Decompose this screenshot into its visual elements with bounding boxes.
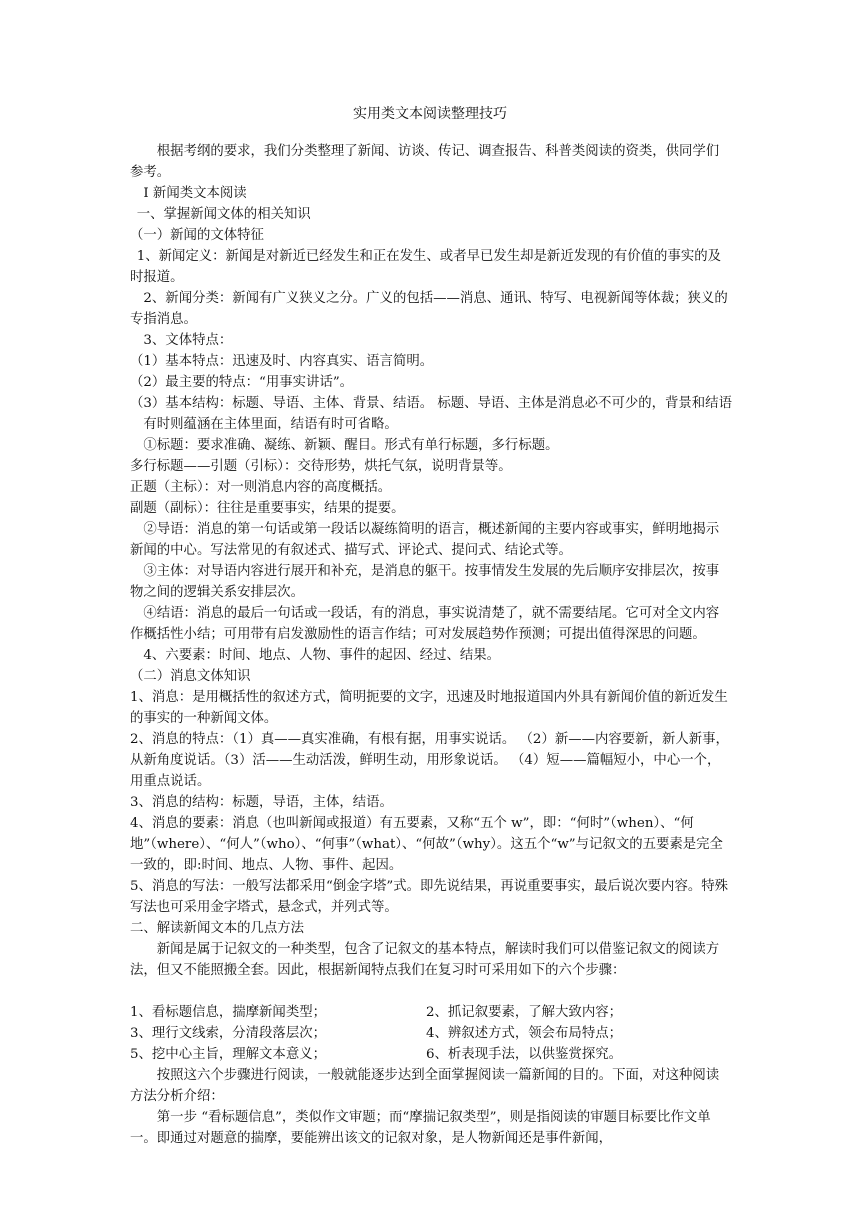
- paragraph: 2、新闻分类：新闻有广义狭义之分。广义的包括——消息、通讯、特写、电视新闻等体裁；狭义的专指消息。: [130, 291, 728, 327]
- document-body: [130, 141, 732, 1149]
- step-item: 3、理行文线索，分清段落层次；: [130, 1026, 326, 1041]
- paragraph: 4、六要素：时间、地点、人物、事件的起因、经过、结果。: [143, 648, 501, 663]
- step-item: 6、析表现手法，以供鉴赏探究。: [426, 1047, 622, 1062]
- section-heading: 一、掌握新闻文体的相关知识: [136, 207, 311, 222]
- step-item: 1、看标题信息，揣摩新闻类型；: [130, 1005, 326, 1020]
- paragraph: 3、文体特点：: [143, 333, 233, 348]
- section-heading: Ⅰ 新闻类文本阅读: [143, 186, 247, 201]
- intro-paragraph: 根据考纲的要求，我们分类整理了新闻、访谈、传记、调查报告、科普类阅读的资类，供同学们参考。: [130, 144, 720, 180]
- paragraph: （3）基本结构：标题、导语、主体、背景、结语。 标题、导语、主体是消息必不可少的，背景和结语有时则蕴涵在主体里面，结语有时可省略。: [130, 396, 732, 432]
- paragraph: 副题（副标）：往往是重要事实，结果的提要。: [130, 501, 405, 516]
- paragraph: 1、消息：是用概括性的叙述方式，简明扼要的文字，迅速及时地报道国内外具有新闻价值的新近发生的事实的一种新闻文体。: [130, 690, 728, 726]
- paragraph: 第一步 “看标题信息”，类似作文审题；而“摩揣记叙类型”，则是指阅读的审题目标要比作文单一。即通过对题意的揣摩，要能辨出该文的记叙对象，是人物新闻还是事件新闻，: [130, 1110, 711, 1146]
- paragraph: 按照这六个步骤进行阅读，一般就能逐步达到全面掌握阅读一篇新闻的目的。下面，对这种阅读方法分析介绍：: [130, 1068, 720, 1104]
- paragraph: （1）基本特点：迅速及时、内容真实、语言简明。: [130, 354, 434, 369]
- document-title: 实用类文本阅读整理技巧: [353, 106, 507, 122]
- step-item: 4、辨叙述方式，领会布局特点；: [426, 1026, 622, 1041]
- section-heading: 二、解读新闻文本的几点方法: [130, 921, 305, 936]
- paragraph: 新闻是属于记叙文的一种类型，包含了记叙文的基本特点，解读时我们可以借鉴记叙文的阅读方法，但又不能照搬全套。因此，根据新闻特点我们在复习时可采用如下的六个步骤：: [130, 942, 720, 978]
- step-item: 2、抓记叙要素，了解大致内容；: [426, 1005, 622, 1020]
- spacer: [130, 981, 732, 1002]
- paragraph: ①标题：要求准确、凝练、新颖、醒目。形式有单行标题，多行标题。: [143, 438, 559, 453]
- paragraph: 1、新闻定义：新闻是对新近已经发生和正在发生、或者早已发生却是新近发现的有价值的事实的及时报道。: [130, 249, 722, 285]
- paragraph: 正题（主标）：对一则消息内容的高度概括。: [130, 480, 392, 495]
- steps-list: [130, 1002, 732, 1065]
- paragraph: 2、消息的特点：（1）真——真实准确，有根有据，用事实说话。 （2）新——内容要新，新人新事，从新角度说话。（3）活——生动活泼，鲜明生动，用形象说话。 （4）短——篇幅短小，中心一个，用重点说话。: [130, 732, 729, 789]
- step-item: 5、挖中心主旨，理解文本意义；: [130, 1047, 326, 1062]
- paragraph: 多行标题——引题（引标）：交待形势，烘托气氛，说明背景等。: [130, 459, 512, 474]
- paragraph: （2）最主要的特点：“用事实讲话”。: [130, 375, 354, 390]
- subsection-heading: （二）消息文体知识: [130, 669, 251, 684]
- paragraph: 3、消息的结构：标题，导语，主体，结语。: [130, 795, 393, 810]
- paragraph: ②导语：消息的第一句话或第一段话以凝练简明的语言，概述新闻的主要内容或事实，鲜明地揭示新闻的中心。写法常见的有叙述式、描写式、评论式、提问式、结论式等。: [130, 522, 720, 558]
- paragraph: 4、消息的要素：消息（也叫新闻或报道）有五要素，又称“五个 w”，即：“何时”（when）、“何地”（where）、“何人”（who）、“何事”（what）、“何故”（why）。这五个“w”与记叙文的五要素是完全一致的，即:时间、地点、人物、事件、起因。: [130, 816, 723, 873]
- subsection-heading: （一）新闻的文体特征: [130, 228, 264, 243]
- paragraph: 5、消息的写法：一般写法都采用“倒金字塔”式。即先说结果，再说重要事实，最后说次要内容。特殊写法也可采用金字塔式，悬念式，并列式等。: [130, 879, 729, 915]
- paragraph: ④结语：消息的最后一句话或一段话，有的消息，事实说清楚了，就不需要结尾。它可对全文内容作概括性小结；可用带有启发激励性的语言作结；可对发展趋势作预测；可提出值得深思的问题。: [130, 606, 720, 642]
- paragraph: ③主体：对导语内容进行展开和补充，是消息的躯干。按事情发生发展的先后顺序安排层次，按事物之间的逻辑关系安排层次。: [130, 564, 720, 600]
